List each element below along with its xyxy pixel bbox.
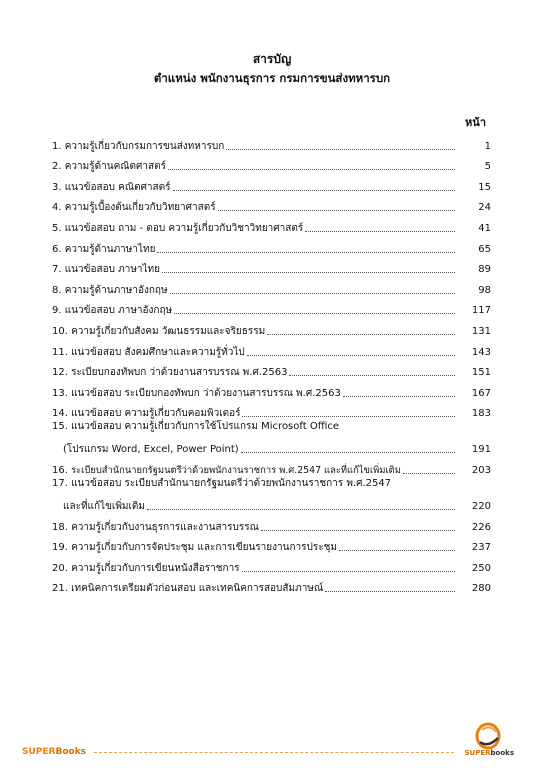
toc-entry-page: 220 [471, 500, 491, 512]
toc-entry-title-continued: และที่แก้ไขเพิ่มเติม [63, 500, 146, 512]
toc-entry-title: แนวข้อสอบ สังคมศึกษาและความรู้ทั่วไป [71, 346, 245, 358]
toc-entry-number: 13. [52, 387, 68, 399]
toc-entry-title: แนวข้อสอบ ถาม - ตอบ ความรู้เกี่ยวกับวิชาวิทยาศาสตร์ [64, 222, 304, 234]
toc-entry-number: 21. [52, 583, 68, 595]
leader-dots [162, 272, 455, 273]
toc-entry-title: ความรู้ด้านภาษาอังกฤษ [64, 284, 168, 296]
toc-entry-page: 203 [471, 464, 491, 476]
leader-dots [168, 169, 455, 170]
toc-entry-number: 19. [52, 542, 68, 554]
footer-brand-books: Books [55, 747, 87, 757]
toc-entry-title: ความรู้เบื้องต้นเกี่ยวกับวิทยาศาสตร์ [64, 202, 216, 214]
toc-entry[interactable] [52, 153, 491, 174]
toc-entry-page: 131 [471, 325, 491, 337]
toc-entry-page: 250 [471, 562, 491, 574]
toc-entry-number: 4. [52, 202, 62, 214]
toc-entry[interactable] [52, 456, 491, 477]
toc-entry-title-continued: (โปรแกรม Word, Excel, Power Point) [63, 444, 239, 456]
toc-entry-page: 24 [478, 202, 491, 214]
toc-entry[interactable] [52, 173, 491, 194]
toc-entry-title: แนวข้อสอบ ระเบียบสำนักนายกรัฐมนตรีว่าด้วยพนักงานราชการ พ.ศ.2547 [71, 477, 392, 489]
toc-entry[interactable] [52, 132, 491, 153]
toc-entry-title: ระเบียบสำนักนายกรัฐมนตรีว่าด้วยพนักงานราชการ พ.ศ.2547 และที่แก้ไขเพิ่มเติม [71, 464, 401, 476]
toc-entry[interactable] [52, 534, 491, 555]
toc-entry-number: 8. [52, 284, 62, 296]
toc-entry-page: 89 [478, 264, 491, 276]
logo-wordmark-books: books [490, 749, 514, 757]
toc-entry[interactable] [52, 338, 491, 359]
leader-dots [267, 334, 455, 335]
toc-entry[interactable] [52, 513, 491, 534]
toc-entry-title: ความรู้ด้านคณิตศาสตร์ [64, 161, 166, 173]
toc-entry-number: 3. [52, 181, 62, 193]
table-of-contents [52, 132, 491, 595]
toc-entry-page: 226 [471, 521, 491, 533]
toc-entry-number: 15. [52, 421, 68, 433]
footer-brand-super: SUPER [22, 747, 56, 757]
toc-title: สารบัญ [252, 52, 292, 66]
leader-dots [147, 509, 455, 510]
toc-entry-title: แนวข้อสอบ ความรู้เกี่ยวกับคอมพิวเตอร์ [71, 408, 241, 420]
toc-entry-title: แนวข้อสอบ ภาษาอังกฤษ [64, 305, 173, 317]
toc-entry-page: 41 [478, 222, 491, 234]
toc-entry-number: 1. [52, 140, 62, 152]
toc-entry-title: ความรู้เกี่ยวกับกรมการขนส่งทหารบก [64, 140, 225, 152]
toc-entry[interactable] [52, 359, 491, 380]
toc-entry[interactable] [52, 235, 491, 256]
leader-dots [157, 252, 455, 253]
page-footer [22, 745, 522, 759]
leader-dots [339, 550, 455, 551]
toc-entry[interactable] [52, 477, 491, 513]
toc-entry-title: ระเบียบกองทัพบก ว่าด้วยงานสารบรรณ พ.ศ.2563 [71, 367, 288, 379]
toc-entry[interactable] [52, 256, 491, 277]
toc-entry-page: 117 [471, 305, 491, 317]
leader-dots [403, 473, 455, 474]
toc-entry-number: 6. [52, 243, 62, 255]
toc-entry[interactable] [52, 575, 491, 596]
leader-dots [242, 571, 455, 572]
footer-brand [22, 747, 86, 757]
toc-entry-page: 280 [471, 583, 491, 595]
toc-entry-page: 15 [478, 181, 491, 193]
toc-entry[interactable] [52, 214, 491, 235]
toc-entry-number: 20. [52, 562, 68, 574]
toc-entry[interactable] [52, 400, 491, 421]
toc-entry-number: 7. [52, 264, 62, 276]
toc-entry-page: 65 [478, 243, 491, 255]
footer-divider [94, 752, 454, 753]
leader-dots [242, 416, 455, 417]
toc-entry-number: 2. [52, 161, 62, 173]
toc-subtitle: ตำแหน่ง พนักงานธุรการ กรมการขนส่งทหารบก [153, 71, 391, 85]
toc-entry[interactable] [52, 297, 491, 318]
leader-dots [226, 149, 455, 150]
toc-entry[interactable] [52, 420, 491, 456]
toc-entry-page: 191 [471, 444, 491, 456]
toc-entry-number: 9. [52, 305, 62, 317]
leader-dots [325, 591, 455, 592]
toc-entry[interactable] [52, 317, 491, 338]
toc-entry-number: 11. [52, 346, 68, 358]
toc-entry[interactable] [52, 276, 491, 297]
toc-entry-title: แนวข้อสอบ คณิตศาสตร์ [64, 181, 171, 193]
toc-entry-title: แนวข้อสอบ ความรู้เกี่ยวกับการใช้โปรแกรม Microsoft Office [71, 421, 340, 433]
leader-dots [289, 375, 455, 376]
leader-dots [174, 313, 455, 314]
toc-entry[interactable] [52, 379, 491, 400]
toc-entry-page: 183 [471, 408, 491, 420]
toc-entry-title: ความรู้เกี่ยวกับสังคม วัฒนธรรมและจริยธรรม [71, 325, 266, 337]
toc-entry-number: 5. [52, 222, 62, 234]
page-column-label: หน้า [465, 116, 486, 129]
toc-entry-title: ความรู้เกี่ยวกับการจัดประชุม และการเขียนรายงานการประชุม [71, 542, 337, 554]
toc-entry-page: 1 [484, 140, 491, 152]
toc-entry-title: ความรู้เกี่ยวกับการเขียนหนังสือราชการ [71, 562, 240, 574]
toc-entry-page: 98 [478, 284, 491, 296]
leader-dots [218, 210, 455, 211]
logo-wordmark-super: SUPER [464, 749, 491, 757]
leader-dots [305, 231, 455, 232]
leader-dots [261, 530, 455, 531]
leader-dots [173, 190, 455, 191]
toc-entry-number: 10. [52, 325, 68, 337]
leader-dots [343, 396, 455, 397]
toc-entry-number: 17. [52, 477, 68, 489]
logo-wordmark [465, 749, 514, 757]
toc-entry-page: 143 [471, 346, 491, 358]
toc-entry-title: ความรู้ด้านภาษาไทย [64, 243, 156, 255]
toc-entry-title: แนวข้อสอบ ภาษาไทย [64, 264, 161, 276]
toc-entry-number: 12. [52, 367, 68, 379]
leader-dots [170, 293, 455, 294]
toc-entry-number: 18. [52, 521, 68, 533]
leader-dots [241, 452, 455, 453]
toc-entry-number: 16. [52, 464, 68, 476]
toc-entry-page: 5 [484, 161, 491, 173]
toc-entry-title: ความรู้เกี่ยวกับงานธุรการและงานสารบรรณ [71, 521, 259, 533]
toc-entry-title: เทคนิคการเตรียมตัวก่อนสอบ และเทคนิคการสอบสัมภาษณ์ [71, 583, 324, 595]
toc-entry[interactable] [52, 554, 491, 575]
toc-entry-page: 237 [471, 542, 491, 554]
toc-entry-page: 151 [471, 367, 491, 379]
toc-entry-page: 167 [471, 387, 491, 399]
toc-entry-title: แนวข้อสอบ ระเบียบกองทัพบก ว่าด้วยงานสารบรรณ พ.ศ.2563 [71, 387, 341, 399]
leader-dots [247, 355, 455, 356]
toc-entry[interactable] [52, 194, 491, 215]
toc-entry-number: 14. [52, 408, 68, 420]
